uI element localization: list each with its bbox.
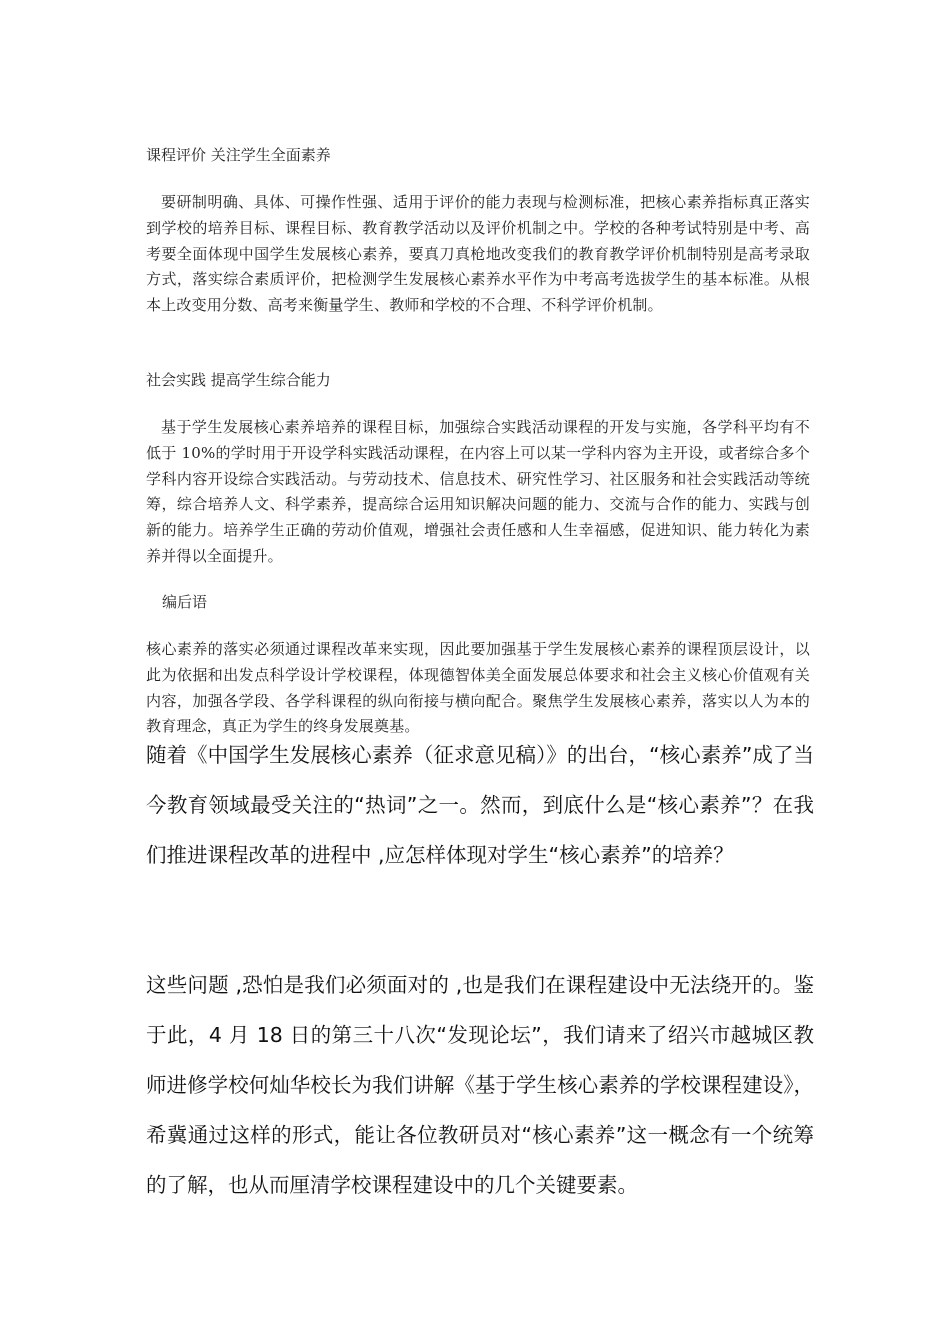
editor-note-heading: 编后语 <box>162 593 208 611</box>
section-heading-social-practice: 社会实践 提高学生综合能力 <box>146 371 331 389</box>
section-body-course-evaluation: 要研制明确、具体、可操作性强、适用于评价的能力表现与检测标准，把核心素养指标真正落实到学校的培养目标、课程目标、教育教学活动以及评价机制之中。学校的各种考试特别是中考、高考要全面体现中国学生发展核心素养，要真刀真枪地改变我们的教育教学评价机制特别是高考录取方式，落实综合素质评价，把检测学生发展核心素养水平作为中考高考选拔学生的基本标准。从根本上改变用分数、高考来衡量学生、教师和学校的不合理、不科学评价机制。 <box>146 193 810 315</box>
section-body-social-practice: 基于学生发展核心素养培养的课程目标，加强综合实践活动课程的开发与实施，各学科平均有不低于 10%的学时用于开设学科实践活动课程，在内容上可以某一学科内容为主开设，或者综合多个学科内容开设综合实践活动。与劳动技术、信息技术、研究性学习、社区服务和社会实践活动等统筹，综合培养人文、科学素养，提高综合运用知识解决问题的能力、交流与合作的能力、实践与创新的能力。培养学生正确的劳动价值观，增强社会责任感和人生幸福感，促进知识、能力转化为素养并得以全面提升。 <box>146 418 810 565</box>
section-heading-course-evaluation: 课程评价 关注学生全面素养 <box>146 146 331 164</box>
editor-note-body: 核心素养的落实必须通过课程改革来实现，因此要加强基于学生发展核心素养的课程顶层设计，以此为依据和出发点科学设计学校课程，体现德智体美全面发展总体要求和社会主义核心价值观有关内容，加强各学段、各学科课程的纵向衔接与横向配合。聚焦学生发展核心素养，落实以人为本的教育理念，真正为学生的终身发展奠基。 <box>146 640 810 736</box>
intro-paragraph-2: 这些问题 ,恐怕是我们必须面对的 ,也是我们在课程建设中无法绕开的。鉴于此，4 月 18 日的第三十八次“发现论坛”，我们请来了绍兴市越城区教师进修学校何灿华校长为我们讲解《基于学生核心素养的学校课程建设》，希冀通过这样的形式，能让各位教研员对“核心素养”这一概念有一个统筹的了解，也从而厘清学校课程建设中的几个关键要素。 <box>146 973 814 1197</box>
intro-paragraph-1: 随着《中国学生发展核心素养（征求意见稿）》的出台，“核心素养”成了当今教育领域最受关注的“热词”之一。然而，到底什么是“核心素养”？在我们推进课程改革的进程中 ,应怎样体现对学生“核心素养”的培养？ <box>146 743 814 867</box>
